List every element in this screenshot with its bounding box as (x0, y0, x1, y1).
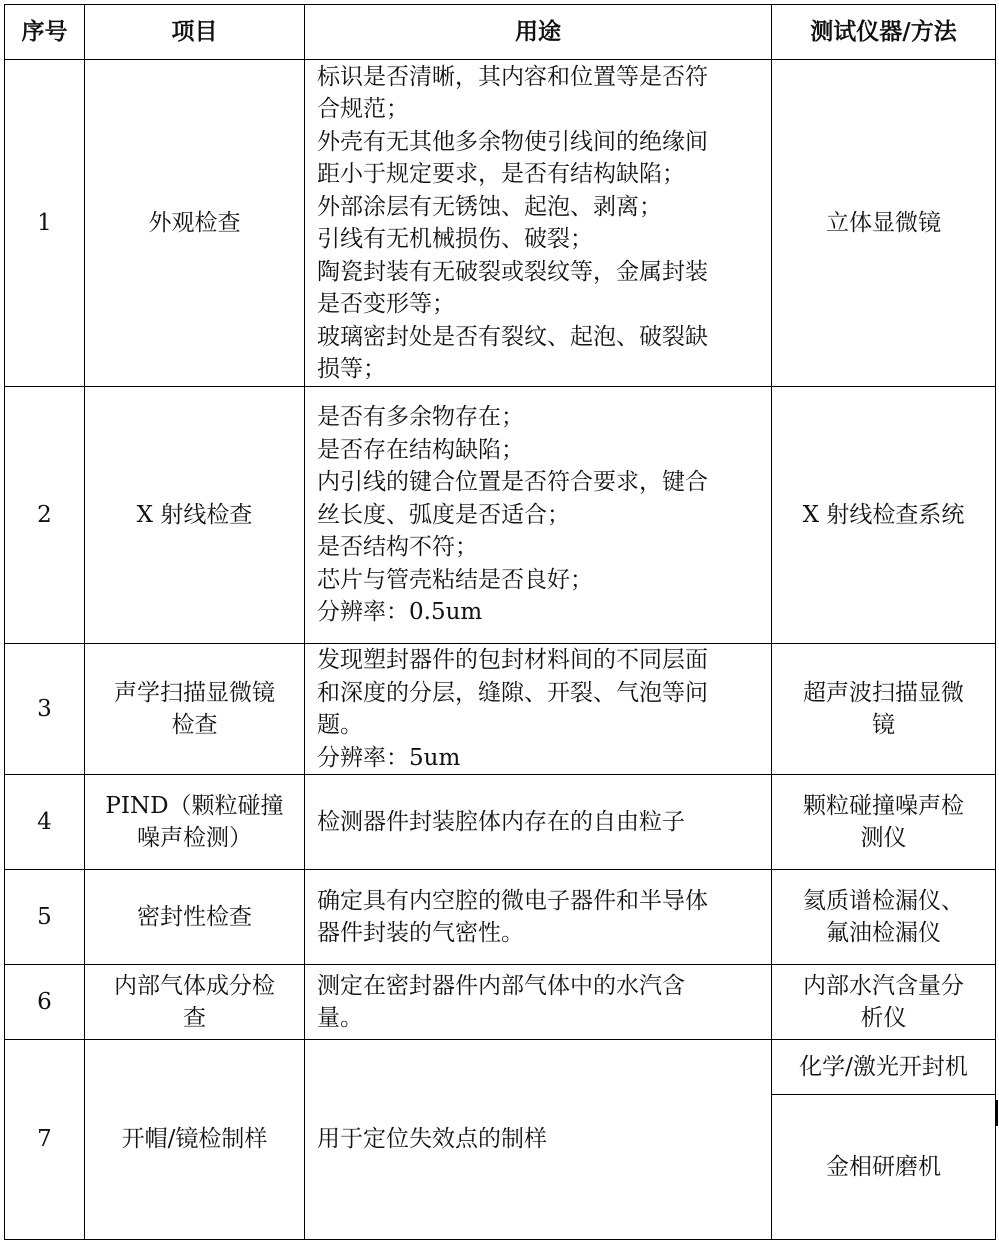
purpose-line: 是否变形等； (317, 291, 455, 317)
row-purpose (305, 870, 772, 965)
item-line: 密封性检查 (137, 903, 252, 930)
purpose-line: 标识是否清晰，其内容和位置等是否符 (317, 63, 708, 90)
method-line: X 射线检查系统 (802, 501, 965, 528)
item-line: 内部气体成分检 (114, 972, 275, 999)
purpose-line: 芯片与管壳粘结是否良好； (317, 566, 593, 593)
purpose-line: 陶瓷封装有无破裂或裂纹等，金属封装 (317, 258, 708, 285)
row-index: 4 (5, 775, 85, 870)
row-purpose (305, 775, 772, 870)
item-line: 声学扫描显微镜 (114, 679, 275, 706)
row-index: 6 (5, 965, 85, 1040)
row-item (85, 387, 305, 644)
header-purpose: 用途 (305, 5, 772, 60)
item-line: 查 (183, 1005, 206, 1031)
purpose-line: 是否存在结构缺陷； (317, 436, 524, 463)
table-row (5, 644, 996, 775)
header-item: 项目 (85, 5, 305, 60)
row-index: 7 (5, 1040, 85, 1240)
row-method (772, 60, 996, 387)
row-index: 1 (5, 60, 85, 387)
row-purpose (305, 1040, 772, 1240)
item-line: PIND（颗粒碰撞 (105, 792, 284, 819)
purpose-line: 外壳有无其他多余物使引线间的绝缘间 (317, 128, 708, 155)
table-row (5, 60, 996, 387)
row-purpose (305, 387, 772, 644)
test-items-table (4, 4, 996, 1240)
method-line: 氦质谱检漏仪、 (803, 887, 964, 914)
table-row (5, 775, 996, 870)
purpose-line: 是否结构不符； (317, 534, 478, 561)
purpose-line: 分辨率：0.5um (317, 599, 483, 626)
purpose-line: 内引线的键合位置是否符合要求，键合 (317, 469, 708, 496)
method-line: 析仪 (860, 1005, 907, 1031)
row-method-upper (772, 1040, 996, 1095)
row-item (85, 1040, 305, 1240)
method-line: 化学/激光开封机 (799, 1053, 968, 1080)
row-item (85, 870, 305, 965)
purpose-line: 和深度的分层，缝隙、开裂、气泡等问 (317, 679, 708, 706)
item-line: 外观检查 (148, 209, 241, 236)
method-line: 氟油检漏仪 (826, 920, 941, 946)
row-index: 5 (5, 870, 85, 965)
row-index: 3 (5, 644, 85, 775)
purpose-line: 合规范； (317, 96, 409, 122)
header-index: 序号 (5, 5, 85, 60)
item-line: 开帽/镜检制样 (121, 1126, 268, 1153)
purpose-line: 引线有无机械损伤、破裂； (317, 226, 593, 252)
row-method (772, 775, 996, 870)
row-item (85, 965, 305, 1040)
purpose-line: 分辨率：5um (317, 744, 461, 771)
purpose-line: 测定在密封器件内部气体中的水汽含 (317, 972, 685, 999)
purpose-line: 损等； (317, 356, 386, 382)
row-item (85, 60, 305, 387)
row-method (772, 870, 996, 965)
purpose-line: 器件封装的气密性。 (317, 920, 524, 946)
method-line: 颗粒碰撞噪声检 (803, 792, 964, 819)
method-line: 金相研磨机 (826, 1153, 941, 1180)
item-line: 噪声检测） (137, 825, 252, 851)
method-line: 镜 (872, 712, 895, 738)
purpose-line: 检测器件封装腔体内存在的自由粒子 (317, 808, 685, 835)
row-purpose (305, 644, 772, 775)
table-row (5, 870, 996, 965)
row-method (772, 644, 996, 775)
item-line: X 射线检查 (136, 501, 253, 528)
table-header-row (5, 5, 996, 60)
row-method (772, 965, 996, 1040)
header-method: 测试仪器/方法 (772, 5, 996, 60)
table-row (5, 387, 996, 644)
method-line: 超声波扫描显微 (803, 679, 964, 706)
row-method-lower (772, 1095, 996, 1240)
purpose-line: 丝长度、弧度是否适合； (317, 501, 570, 528)
table-row (5, 1040, 996, 1095)
purpose-line: 是否有多余物存在； (317, 404, 524, 431)
text-cursor-mark (996, 1100, 998, 1126)
purpose-line: 确定具有内空腔的微电子器件和半导体 (317, 887, 708, 914)
row-method (772, 387, 996, 644)
row-purpose (305, 965, 772, 1040)
purpose-line: 发现塑封器件的包封材料间的不同层面 (317, 647, 708, 673)
row-index: 2 (5, 387, 85, 644)
method-line: 立体显微镜 (826, 209, 941, 236)
purpose-line: 玻璃密封处是否有裂纹、起泡、破裂缺 (317, 323, 708, 350)
row-purpose (305, 60, 772, 387)
purpose-line: 量。 (317, 1005, 363, 1031)
item-line: 检查 (171, 712, 218, 738)
method-line: 内部水汽含量分 (803, 972, 964, 999)
row-item (85, 644, 305, 775)
purpose-line: 题。 (317, 712, 363, 738)
method-line: 测仪 (860, 825, 907, 851)
table-row (5, 965, 996, 1040)
purpose-line: 外部涂层有无锈蚀、起泡、剥离； (317, 193, 662, 220)
purpose-line: 用于定位失效点的制样 (317, 1126, 547, 1153)
row-item (85, 775, 305, 870)
purpose-line: 距小于规定要求，是否有结构缺陷； (317, 161, 685, 187)
